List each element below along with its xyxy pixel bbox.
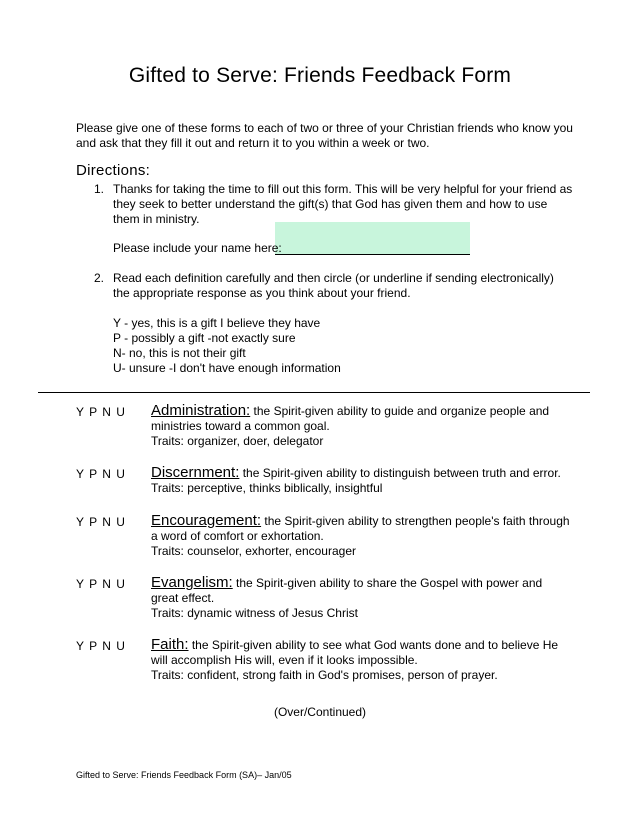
gift-name: Administration: bbox=[151, 402, 251, 419]
gift-name: Discernment: bbox=[151, 464, 240, 481]
gift-traits: Traits: dynamic witness of Jesus Christ bbox=[151, 606, 358, 620]
gift-definition: the Spirit-given ability to see what God wants done and to believe He will accomplish His will, even if it looks impossible. bbox=[151, 638, 559, 667]
intro-paragraph: Please give one of these forms to each of two or three of your Christian friends who know you and ask that they fill it out and return it to you within a week or two. bbox=[76, 121, 573, 150]
gift-content bbox=[151, 513, 571, 559]
gift-name: Encouragement: bbox=[151, 512, 262, 529]
step-number: 2. bbox=[94, 271, 105, 285]
legend-item-y: Y - yes, this is a gift I believe they have bbox=[113, 316, 321, 330]
gift-content bbox=[151, 403, 571, 449]
response-legend bbox=[113, 316, 341, 376]
step-text: Read each definition carefully and then circle (or underline if sending electronically) the appropriate response as you think about your friend. bbox=[113, 271, 554, 300]
gift-definition: the Spirit-given ability to strengthen people's faith through a word of comfort or exhortation. bbox=[151, 514, 570, 543]
legend-item-n: N- no, this is not their gift bbox=[113, 346, 246, 360]
gift-content bbox=[151, 637, 571, 683]
legend-item-p: P - possibly a gift -not exactly sure bbox=[113, 331, 296, 345]
gift-traits: Traits: confident, strong faith in God's promises, person of prayer. bbox=[151, 668, 498, 682]
gift-traits: Traits: organizer, doer, delegator bbox=[151, 434, 324, 448]
response-options[interactable]: Y P N U bbox=[76, 515, 126, 529]
gift-traits: Traits: counselor, exhorter, encourager bbox=[151, 544, 356, 558]
legend-item-u: U- unsure -I don't have enough information bbox=[113, 361, 341, 375]
response-options[interactable]: Y P N U bbox=[76, 467, 126, 481]
gift-content bbox=[151, 575, 571, 621]
gift-definition: the Spirit-given ability to share the Gospel with power and great effect. bbox=[151, 576, 543, 605]
gift-definition: the Spirit-given ability to guide and organize people and ministries toward a common goal. bbox=[151, 404, 550, 433]
response-options[interactable]: Y P N U bbox=[76, 639, 126, 653]
response-options[interactable]: Y P N U bbox=[76, 405, 126, 419]
page-footer: Gifted to Serve: Friends Feedback Form (SA)– Jan/05 bbox=[76, 770, 292, 780]
gift-name: Evangelism: bbox=[151, 574, 233, 591]
directions-heading: Directions: bbox=[76, 162, 151, 179]
gift-traits: Traits: perceptive, thinks biblically, insightful bbox=[151, 481, 383, 495]
over-continued-note: (Over/Continued) bbox=[273, 705, 367, 719]
step-text: Thanks for taking the time to fill out this form. This will be very helpful for your friend as they seek to better understand the gift(s) that God has given them and how to use them in ministry. bbox=[113, 182, 573, 226]
step-number: 1. bbox=[94, 182, 105, 196]
response-options[interactable]: Y P N U bbox=[76, 577, 126, 591]
gift-content bbox=[151, 465, 571, 496]
name-prompt: Please include your name here: bbox=[113, 241, 282, 255]
page-title: Gifted to Serve: Friends Feedback Form bbox=[128, 64, 512, 87]
gift-name: Faith: bbox=[151, 636, 189, 653]
section-divider bbox=[38, 392, 590, 393]
gift-definition: the Spirit-given ability to distinguish between truth and error. bbox=[239, 466, 561, 480]
